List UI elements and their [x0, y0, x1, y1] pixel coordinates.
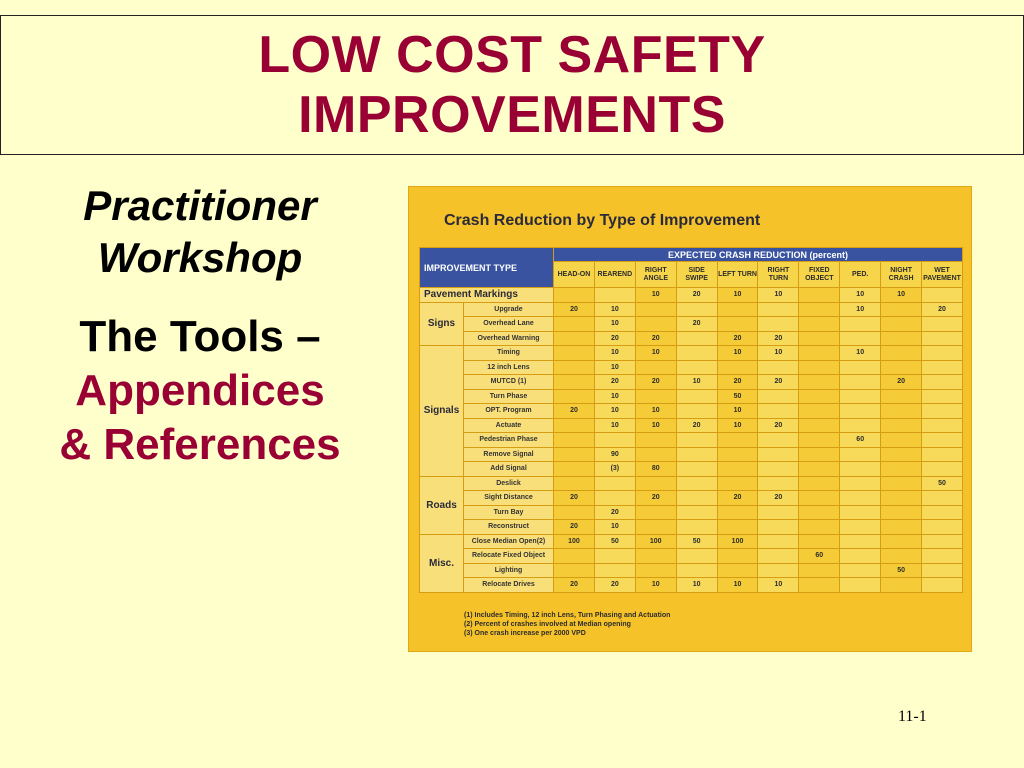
table-cell: 20 [758, 418, 799, 433]
table-cell: 10 [594, 418, 635, 433]
table-cell: 10 [635, 404, 676, 419]
title-box [0, 15, 1024, 155]
row-label: Turn Bay [464, 505, 554, 520]
table-row [420, 578, 963, 593]
table-cell [676, 563, 717, 578]
table-cell: 50 [881, 563, 922, 578]
table-row-pavement-markings [420, 288, 963, 303]
table-cell [840, 447, 881, 462]
table-cell: 10 [676, 375, 717, 390]
table-cell [922, 418, 963, 433]
table-cell [922, 433, 963, 448]
row-label: Deslick [464, 476, 554, 491]
table-cell [758, 360, 799, 375]
table-row [420, 447, 963, 462]
table-cell [922, 331, 963, 346]
table-cell [922, 563, 963, 578]
table-cell: 100 [554, 534, 595, 549]
table-cell [922, 491, 963, 506]
table-cell: 10 [594, 317, 635, 332]
table-cell [758, 505, 799, 520]
tools-heading: The Tools – [79, 312, 321, 361]
table-cell [840, 462, 881, 477]
table-cell [758, 317, 799, 332]
table-cell [758, 534, 799, 549]
table-cell [554, 346, 595, 361]
table-cell: 20 [635, 491, 676, 506]
table-cell [635, 317, 676, 332]
row-label: Timing [464, 346, 554, 361]
row-label: OPT. Program [464, 404, 554, 419]
table-cell: 20 [717, 331, 758, 346]
table-row [420, 346, 963, 361]
table-cell [676, 447, 717, 462]
table-cell [554, 462, 595, 477]
table-cell [840, 505, 881, 520]
table-cell [676, 433, 717, 448]
table-cell [922, 346, 963, 361]
table-cell: 20 [554, 491, 595, 506]
table-cell [881, 534, 922, 549]
table-cell [717, 433, 758, 448]
row-label: Actuate [464, 418, 554, 433]
table-cell: 60 [799, 549, 840, 564]
table-cell [594, 433, 635, 448]
table-cell [758, 520, 799, 535]
table-cell [881, 520, 922, 535]
table-cell: 10 [840, 302, 881, 317]
table-cell: 100 [717, 534, 758, 549]
row-label: Upgrade [464, 302, 554, 317]
table-cell [799, 331, 840, 346]
table-cell [881, 404, 922, 419]
table-cell [554, 433, 595, 448]
table-cell [676, 491, 717, 506]
table-cell: 10 [635, 578, 676, 593]
column-header: SIDE SWIPE [676, 262, 717, 288]
category-roads: Roads [420, 476, 464, 534]
row-label-pavement-markings: Pavement Markings [420, 288, 554, 303]
table-cell: 10 [594, 302, 635, 317]
table-cell [758, 302, 799, 317]
footnote: (2) Percent of crashes involved at Median opening [464, 621, 631, 628]
category-signs: Signs [420, 302, 464, 346]
table-cell [554, 288, 595, 303]
table-cell [717, 317, 758, 332]
table-cell [840, 331, 881, 346]
table-cell [840, 578, 881, 593]
table-cell: 10 [840, 346, 881, 361]
table-cell: 20 [635, 375, 676, 390]
table-cell [881, 346, 922, 361]
table-row [420, 491, 963, 506]
table-cell [799, 578, 840, 593]
table-cell: 20 [594, 578, 635, 593]
row-label: Add Signal [464, 462, 554, 477]
table-cell [840, 404, 881, 419]
appendices-heading: Appendices [75, 366, 325, 415]
table-cell: 10 [881, 288, 922, 303]
table-row [420, 331, 963, 346]
column-header: REAREND [594, 262, 635, 288]
table-cell [594, 476, 635, 491]
table-title: Crash Reduction by Type of Improvement [444, 212, 761, 229]
table-cell: 10 [635, 288, 676, 303]
table-row [420, 375, 963, 390]
table-cell [676, 302, 717, 317]
table-cell: 20 [554, 302, 595, 317]
table-cell [922, 288, 963, 303]
row-label: Sight Distance [464, 491, 554, 506]
table-cell [554, 389, 595, 404]
table-cell [635, 447, 676, 462]
table-cell [840, 317, 881, 332]
slide-title-line-2: IMPROVEMENTS [298, 86, 726, 144]
column-header: LEFT TURN [717, 262, 758, 288]
table-cell: 10 [717, 578, 758, 593]
column-header: WET PAVEMENT [922, 262, 963, 288]
table-cell [676, 462, 717, 477]
table-cell [799, 462, 840, 477]
table-cell [840, 476, 881, 491]
table-cell [799, 288, 840, 303]
row-label: Relocate Fixed Object [464, 549, 554, 564]
table-cell [799, 433, 840, 448]
table-cell [676, 346, 717, 361]
table-cell [799, 534, 840, 549]
table-cell: 20 [717, 491, 758, 506]
table-cell [799, 375, 840, 390]
table-cell: 10 [840, 288, 881, 303]
table-cell [922, 404, 963, 419]
table-cell [554, 476, 595, 491]
table-cell [881, 491, 922, 506]
table-cell: 20 [758, 491, 799, 506]
table-cell [799, 404, 840, 419]
table-cell: 10 [717, 418, 758, 433]
table-cell [758, 549, 799, 564]
table-cell: 60 [840, 433, 881, 448]
table-row [420, 534, 963, 549]
table-cell [554, 505, 595, 520]
table-cell: 20 [594, 331, 635, 346]
table-cell [635, 389, 676, 404]
table-cell [840, 491, 881, 506]
table-cell: 10 [635, 418, 676, 433]
table-cell: 50 [717, 389, 758, 404]
table-cell: 10 [717, 346, 758, 361]
table-cell [881, 476, 922, 491]
table-cell [594, 563, 635, 578]
table-cell [635, 563, 676, 578]
table-cell [922, 462, 963, 477]
table-cell [676, 476, 717, 491]
table-cell [594, 491, 635, 506]
table-cell [554, 317, 595, 332]
table-cell [635, 360, 676, 375]
table-cell: 20 [635, 331, 676, 346]
table-cell [922, 520, 963, 535]
table-cell [840, 520, 881, 535]
table-row [420, 520, 963, 535]
table-cell [758, 433, 799, 448]
table-cell: 20 [594, 375, 635, 390]
column-header: HEAD-ON [554, 262, 595, 288]
table-cell [635, 520, 676, 535]
table-cell [635, 302, 676, 317]
table-cell [554, 375, 595, 390]
row-label: Turn Phase [464, 389, 554, 404]
table-cell: 20 [676, 288, 717, 303]
table-cell [635, 476, 676, 491]
table-cell: 10 [594, 404, 635, 419]
table-cell [881, 578, 922, 593]
table-cell [881, 505, 922, 520]
left-text-column [0, 180, 400, 472]
table-cell: 20 [922, 302, 963, 317]
table-cell [799, 563, 840, 578]
table-cell [717, 447, 758, 462]
footnote: (3) One crash increase per 2000 VPD [464, 630, 586, 637]
table-cell [676, 331, 717, 346]
table-cell [717, 520, 758, 535]
references-heading: & References [59, 420, 341, 469]
row-label: MUTCD (1) [464, 375, 554, 390]
table-cell [554, 563, 595, 578]
table-cell [840, 360, 881, 375]
table-cell [799, 302, 840, 317]
table-cell [635, 433, 676, 448]
table-cell [717, 462, 758, 477]
table-cell [717, 563, 758, 578]
table-cell [758, 563, 799, 578]
table-row [420, 389, 963, 404]
table-cell [922, 317, 963, 332]
row-label: 12 inch Lens [464, 360, 554, 375]
table-cell [758, 462, 799, 477]
table-cell [840, 418, 881, 433]
column-header: FIXED OBJECT [799, 262, 840, 288]
table-cell: 50 [676, 534, 717, 549]
table-cell [799, 317, 840, 332]
row-label: Overhead Warning [464, 331, 554, 346]
table-cell [799, 447, 840, 462]
expected-crash-reduction-header: EXPECTED CRASH REDUCTION (percent) [554, 248, 963, 262]
table-cell [840, 389, 881, 404]
table-cell [881, 418, 922, 433]
table-row [420, 418, 963, 433]
table-cell [881, 433, 922, 448]
table-cell: 10 [594, 346, 635, 361]
table-cell [881, 389, 922, 404]
table-cell: 20 [594, 505, 635, 520]
table-row [420, 404, 963, 419]
table-cell [717, 476, 758, 491]
table-cell [717, 549, 758, 564]
column-header: RIGHT ANGLE [635, 262, 676, 288]
table-row [420, 302, 963, 317]
row-label: Remove Signal [464, 447, 554, 462]
slide-number: 11-1 [898, 708, 927, 725]
category-misc: Misc. [420, 534, 464, 592]
table-cell: 10 [594, 520, 635, 535]
table-row [420, 433, 963, 448]
table-cell [799, 476, 840, 491]
table-cell [676, 505, 717, 520]
table-cell: 20 [676, 418, 717, 433]
table-footnotes [464, 611, 670, 638]
table-cell: 10 [758, 288, 799, 303]
table-cell [922, 549, 963, 564]
table-cell [799, 505, 840, 520]
table-cell: (3) [594, 462, 635, 477]
table-cell [799, 360, 840, 375]
table-cell [554, 549, 595, 564]
slide-title-line-1: LOW COST SAFETY [258, 26, 766, 84]
table-cell [554, 331, 595, 346]
row-label: Reconstruct [464, 520, 554, 535]
table-cell [594, 288, 635, 303]
table-cell [840, 534, 881, 549]
table-cell [881, 447, 922, 462]
column-header: RIGHT TURN [758, 262, 799, 288]
table-cell: 10 [594, 360, 635, 375]
table-cell [758, 389, 799, 404]
table-cell [676, 520, 717, 535]
table-cell: 10 [676, 578, 717, 593]
crash-reduction-table [419, 247, 963, 593]
table-cell [554, 418, 595, 433]
column-header: NIGHT CRASH [881, 262, 922, 288]
table-cell: 20 [676, 317, 717, 332]
table-cell: 80 [635, 462, 676, 477]
row-label: Close Median Open(2) [464, 534, 554, 549]
workshop-line-2: Workshop [97, 234, 303, 281]
table-row [420, 563, 963, 578]
table-cell: 10 [717, 404, 758, 419]
table-cell: 20 [717, 375, 758, 390]
table-row [420, 360, 963, 375]
table-cell: 20 [554, 404, 595, 419]
table-cell: 10 [758, 346, 799, 361]
table-cell [758, 476, 799, 491]
table-cell [594, 549, 635, 564]
row-label: Overhead Lane [464, 317, 554, 332]
table-cell [758, 447, 799, 462]
table-cell: 10 [635, 346, 676, 361]
table-cell [554, 360, 595, 375]
table-cell [922, 447, 963, 462]
table-cell [758, 404, 799, 419]
table-cell [676, 549, 717, 564]
table-cell [922, 505, 963, 520]
table-row [420, 476, 963, 491]
table-cell [717, 302, 758, 317]
footnote: (1) Includes Timing, 12 inch Lens, Turn Phasing and Actuation [464, 612, 671, 619]
row-label: Relocate Drives [464, 578, 554, 593]
table-cell: 10 [717, 288, 758, 303]
category-signals: Signals [420, 346, 464, 477]
table-cell: 20 [554, 578, 595, 593]
table-cell [676, 360, 717, 375]
table-cell: 50 [594, 534, 635, 549]
table-cell [881, 462, 922, 477]
table-cell: 20 [758, 375, 799, 390]
table-cell [676, 404, 717, 419]
table-cell [881, 331, 922, 346]
table-cell [717, 360, 758, 375]
table-cell: 10 [594, 389, 635, 404]
table-row [420, 462, 963, 477]
table-cell [840, 375, 881, 390]
table-cell [881, 302, 922, 317]
row-label: Lighting [464, 563, 554, 578]
table-row [420, 505, 963, 520]
workshop-line-1: Practitioner [83, 182, 317, 229]
table-cell [799, 520, 840, 535]
table-cell [881, 317, 922, 332]
table-row [420, 317, 963, 332]
table-cell [881, 549, 922, 564]
table-cell [840, 563, 881, 578]
table-cell: 20 [881, 375, 922, 390]
table-cell [881, 360, 922, 375]
row-label: Pedestrian Phase [464, 433, 554, 448]
table-cell [554, 447, 595, 462]
table-cell: 90 [594, 447, 635, 462]
table-cell [922, 534, 963, 549]
table-cell [799, 491, 840, 506]
table-wrapper [419, 247, 963, 593]
table-cell [922, 375, 963, 390]
table-cell [717, 505, 758, 520]
table-cell [635, 505, 676, 520]
table-cell [635, 549, 676, 564]
crash-reduction-table-image [408, 186, 972, 652]
table-cell [922, 389, 963, 404]
table-cell [922, 360, 963, 375]
table-cell: 50 [922, 476, 963, 491]
table-cell [676, 389, 717, 404]
column-header: PED. [840, 262, 881, 288]
table-cell [840, 549, 881, 564]
table-cell: 20 [554, 520, 595, 535]
table-cell: 20 [758, 331, 799, 346]
improvement-type-header: IMPROVEMENT TYPE [420, 248, 554, 288]
table-cell [799, 346, 840, 361]
table-cell: 10 [758, 578, 799, 593]
table-cell [922, 578, 963, 593]
table-cell [799, 389, 840, 404]
table-cell: 100 [635, 534, 676, 549]
table-cell [799, 418, 840, 433]
table-row [420, 549, 963, 564]
